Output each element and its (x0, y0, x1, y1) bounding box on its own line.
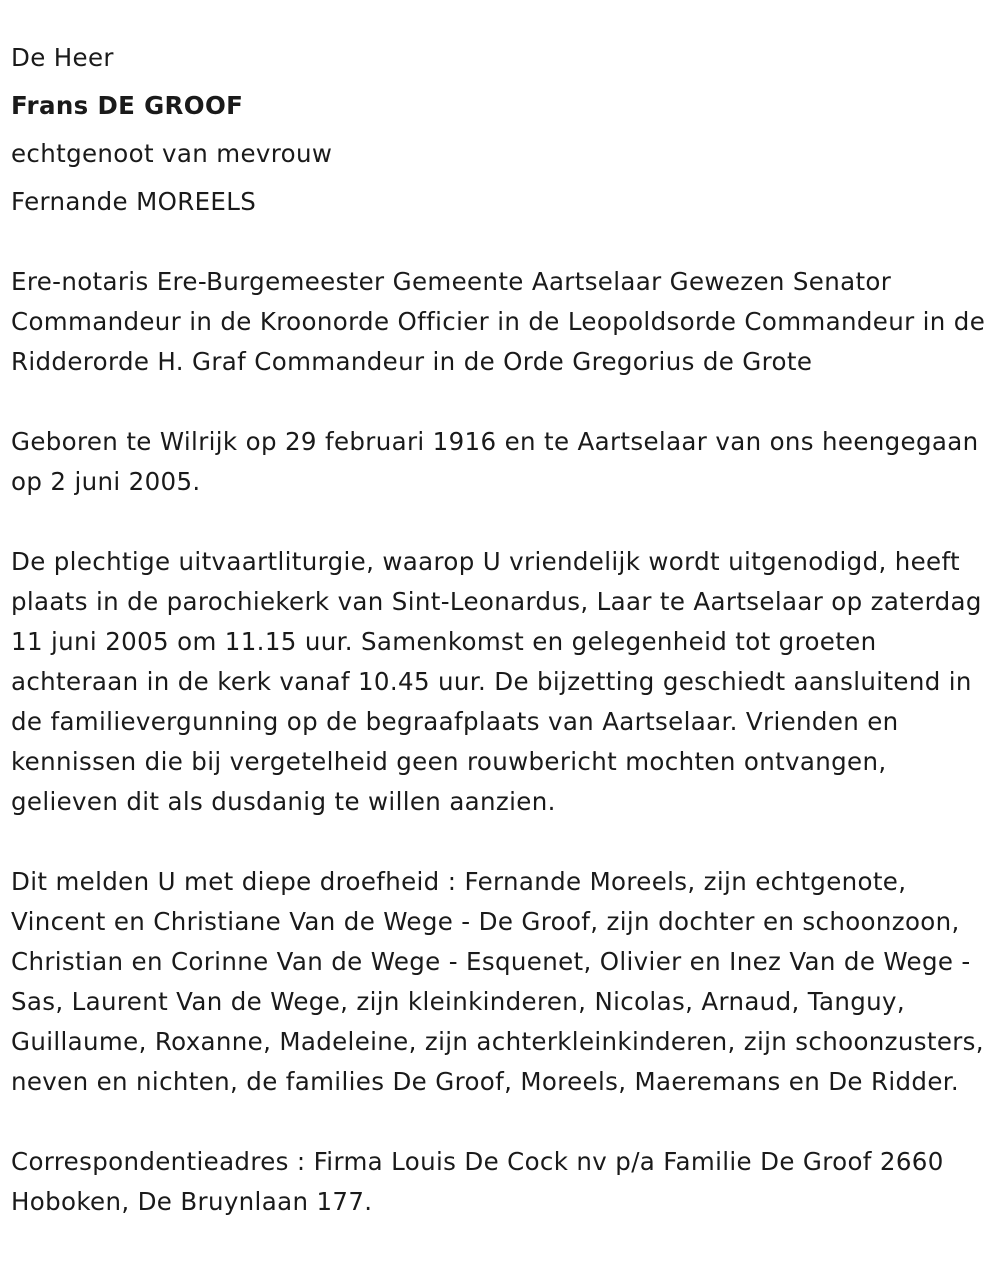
spouse-intro: echtgenoot van mevrouw (11, 139, 333, 168)
salutation: De Heer (11, 43, 114, 72)
titles-paragraph: Ere-notaris Ere-Burgemeester Gemeente Aartselaar Gewezen Senator Commandeur in de Kroonorde Officier in de Leopoldsorde Commandeur in de Ridderorde H. Graf Commandeur in de Orde Gregorius de Grote (11, 267, 986, 376)
correspondence-paragraph: Correspondentieadres : Firma Louis De Cock nv p/a Familie De Groof 2660 Hoboken, De Bruynlaan 177. (11, 1147, 944, 1216)
spouse-name: Fernande MOREELS (11, 187, 257, 216)
funeral-paragraph: De plechtige uitvaartliturgie, waarop U vriendelijk wordt uitgenodigd, heeft plaats in de parochiekerk van Sint-Leonardus, Laar te Aartselaar op zaterdag 11 juni 2005 om 11.15 uur. Samenkomst en gelegenheid tot groeten achteraan in de kerk vanaf 10.45 uur. De bijzetting geschiedt aansluitend in de familievergunning op de begraafplaats van Aartselaar. Vrienden en kennissen die bij vergetelheid geen rouwbericht mochten ontvangen, gelieven dit als dusdanig te willen aanzien. (11, 547, 982, 816)
family-paragraph: Dit melden U met diepe droefheid : Fernande Moreels, zijn echtgenote, Vincent en Christiane Van de Wege - De Groof, zijn dochter en schoonzoon, Christian en Corinne Van de Wege - Esquenet, Olivier en Inez Van de Wege - Sas, Laurent Van de Wege, zijn kleinkinderen, Nicolas, Arnaud, Tanguy, Guillaume, Roxanne, Madeleine, zijn achterkleinkinderen, zijn schoonzusters, neven en nichten, de families De Groof, Moreels, Maeremans en De Ridder. (11, 867, 984, 1096)
birth-death-paragraph: Geboren te Wilrijk op 29 februari 1916 en te Aartselaar van ons heengegaan op 2 juni 2005. (11, 427, 979, 496)
obituary-notice (11, 34, 996, 1222)
deceased-name: Frans DE GROOF (11, 91, 244, 120)
